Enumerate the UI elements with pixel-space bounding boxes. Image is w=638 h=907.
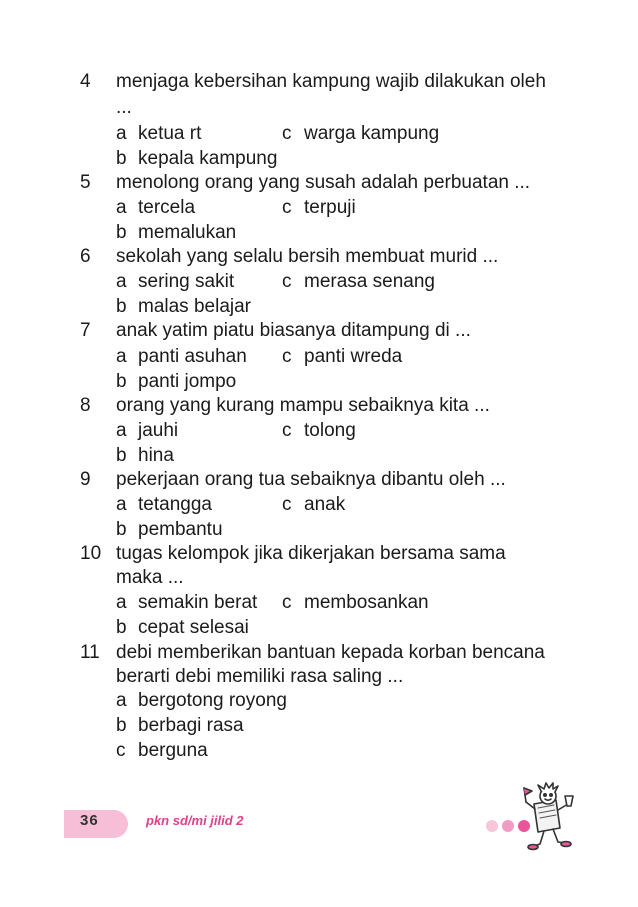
- mascot-illustration-icon: [518, 782, 578, 854]
- question-6-option-a-letter: a: [116, 271, 127, 292]
- question-7-option-c-text: panti wreda: [304, 346, 403, 367]
- question-9-option-c-text: anak: [304, 494, 346, 515]
- question-11-number: 11: [80, 642, 100, 663]
- question-5-option-c-text: terpuji: [304, 197, 356, 218]
- question-11-option-a-letter: a: [116, 690, 127, 711]
- question-4-option-c-letter: c: [282, 123, 292, 144]
- question-4-option-c-text: warga kampung: [304, 123, 440, 144]
- question-11-option-c-letter: c: [116, 740, 126, 761]
- question-5-option-b-text: memalukan: [138, 222, 237, 243]
- question-9-option-b-letter: b: [116, 519, 127, 540]
- question-8-text-line1: orang yang kurang mampu sebaiknya kita ...: [116, 395, 490, 416]
- question-11-option-b-text: berbagi rasa: [138, 715, 244, 736]
- question-8-option-b-letter: b: [116, 445, 127, 466]
- question-10-option-b-text: cepat selesai: [138, 617, 249, 638]
- question-5-number: 5: [80, 172, 91, 193]
- question-7-option-b-letter: b: [116, 371, 127, 392]
- question-10-option-a-text: semakin berat: [138, 592, 258, 613]
- question-9-option-a-text: tetangga: [138, 494, 212, 515]
- question-5-option-c-letter: c: [282, 197, 292, 218]
- question-11-option-a-text: bergotong royong: [138, 690, 287, 711]
- question-4-option-a-text: ketua rt: [138, 123, 202, 144]
- question-6-option-b-letter: b: [116, 296, 127, 317]
- question-6-option-c-letter: c: [282, 271, 292, 292]
- question-5-option-b-letter: b: [116, 222, 127, 243]
- question-6-number: 6: [80, 246, 91, 267]
- question-11-option-c-text: berguna: [138, 740, 208, 761]
- question-7-text-line1: anak yatim piatu biasanya ditampung di ...: [116, 320, 471, 341]
- question-11-option-b-letter: b: [116, 715, 127, 736]
- question-4-option-a-letter: a: [116, 123, 127, 144]
- question-4-text-line1: menjaga kebersihan kampung wajib dilakukan oleh: [116, 71, 546, 92]
- question-5-option-a-letter: a: [116, 197, 127, 218]
- question-7-option-b-text: panti jompo: [138, 371, 237, 392]
- question-11-text-line2: berarti debi memiliki rasa saling ...: [116, 666, 404, 687]
- question-6-text-line1: sekolah yang selalu bersih membuat murid ...: [116, 246, 499, 267]
- question-10-option-c-text: membosankan: [304, 592, 429, 613]
- question-8-option-b-text: hina: [138, 445, 174, 466]
- question-4-option-b-text: kepala kampung: [138, 148, 278, 169]
- question-4-number: 4: [80, 71, 91, 92]
- question-7-option-c-letter: c: [282, 346, 292, 367]
- question-5-text-line1: menolong orang yang susah adalah perbuatan ...: [116, 172, 531, 193]
- question-10-option-c-letter: c: [282, 592, 292, 613]
- dot-icon-mid: [502, 820, 514, 832]
- question-8-number: 8: [80, 395, 91, 416]
- question-11-text-line1: debi memberikan bantuan kepada korban bencana: [116, 642, 545, 663]
- dot-icon-light: [486, 820, 498, 832]
- question-9-text-line1: pekerjaan orang tua sebaiknya dibantu oleh ...: [116, 469, 506, 490]
- question-8-option-c-letter: c: [282, 420, 292, 441]
- page-number: 36: [80, 812, 99, 829]
- book-title: pkn sd/mi jilid 2: [146, 813, 244, 828]
- question-8-option-c-text: tolong: [304, 420, 356, 441]
- question-8-option-a-text: jauhi: [138, 420, 179, 441]
- question-6-option-a-text: sering sakit: [138, 271, 235, 292]
- question-10-number: 10: [80, 543, 102, 564]
- question-9-number: 9: [80, 469, 91, 490]
- question-10-text-line1: tugas kelompok jika dikerjakan bersama sama: [116, 543, 506, 564]
- question-9-option-b-text: pembantu: [138, 519, 223, 540]
- question-4-option-b-letter: b: [116, 148, 127, 169]
- question-4-text-line2: ...: [116, 97, 132, 118]
- question-6-option-c-text: merasa senang: [304, 271, 435, 292]
- question-9-option-c-letter: c: [282, 494, 292, 515]
- question-7-option-a-letter: a: [116, 346, 127, 367]
- question-10-option-b-letter: b: [116, 617, 127, 638]
- question-10-text-line2: maka ...: [116, 567, 184, 588]
- question-7-number: 7: [80, 320, 91, 341]
- question-9-option-a-letter: a: [116, 494, 127, 515]
- question-7-option-a-text: panti asuhan: [138, 346, 247, 367]
- question-8-option-a-letter: a: [116, 420, 127, 441]
- question-5-option-a-text: tercela: [138, 197, 196, 218]
- question-10-option-a-letter: a: [116, 592, 127, 613]
- question-6-option-b-text: malas belajar: [138, 296, 251, 317]
